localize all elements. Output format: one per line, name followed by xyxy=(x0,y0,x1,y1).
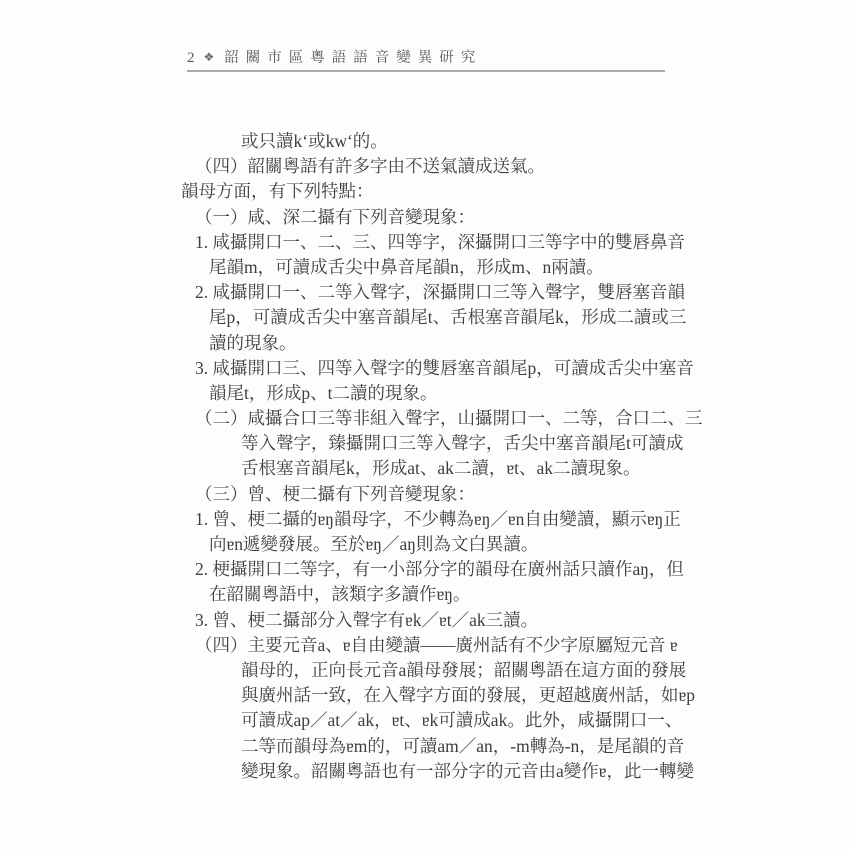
text-line: 與廣州話一致，在入聲字方面的發展，更超越廣州話，如ɐp xyxy=(241,685,696,706)
text-line: 尾韻m，可讀成舌尖中鼻音尾韻n，形成m、n兩讀。 xyxy=(209,256,604,277)
text-line: 2. 咸攝開口一、二等入聲字，深攝開口三等入聲字，雙唇塞音韻 xyxy=(195,282,685,303)
text-line: 韻母的，正向長元音a韻母發展；韶關粵語在這方面的發展 xyxy=(241,659,687,680)
text-line: 1. 咸攝開口一、二、三、四等字，深攝開口三等字中的雙唇鼻音 xyxy=(195,231,685,252)
running-header xyxy=(187,46,482,67)
text-line: 尾p，可讀成舌尖中塞音韻尾t、舌根塞音韻尾k，形成二讀或三 xyxy=(209,307,687,328)
text-line: 2. 梗攝開口二等字，有一小部分字的韻母在廣州話只讀作aŋ，但 xyxy=(195,559,684,580)
text-line: 韻尾t，形成p、t二讀的現象。 xyxy=(209,382,438,403)
text-line: （一）咸、深二攝有下列音變現象： xyxy=(195,206,475,227)
text-line: 1. 曾、梗二攝的ɐŋ韻母字，不少轉為ɐŋ／ɐn自由變讀，顯示ɐŋ正 xyxy=(195,508,681,529)
text-line: （四）主要元音a、ɐ自由變讀——廣州話有不少字原屬短元音 ɐ xyxy=(195,634,678,655)
text-line: 或只讀kʻ或kwʻ的。 xyxy=(241,131,388,151)
text-line: （三）曾、梗二攝有下列音變現象： xyxy=(195,483,475,504)
text-line: 3. 咸攝開口三、四等入聲字的雙唇塞音韻尾p，可讀成舌尖中塞音 xyxy=(195,357,694,378)
text-line: 變現象。韶關粵語也有一部分字的元音由a變作ɐ，此一轉變 xyxy=(241,760,695,781)
text-line: 讀的現象。 xyxy=(209,332,297,353)
book-title: 韶關市區粵語語音變異研究 xyxy=(224,50,483,66)
text-line: （二）咸攝合口三等非組入聲字，山攝開口一、二等，合口二、三 xyxy=(195,408,703,429)
text-line: 二等而韻母為ɐm的，可讀am／an，-m轉為-n，是尾韻的音 xyxy=(241,735,685,756)
body-text xyxy=(181,129,703,784)
text-line: （四）韶關粵語有許多字由不送氣讀成送氣。 xyxy=(195,156,545,177)
header-rule xyxy=(187,70,665,72)
page-number: 2 xyxy=(187,50,195,66)
diamond-ornament-icon: ❖ xyxy=(203,50,215,64)
text-line: 等入聲字，臻攝開口三等入聲字，舌尖中塞音韻尾t可讀成 xyxy=(241,433,684,454)
text-line: 可讀成ap／at／ak，ɐt、ɐk可讀成ak。此外，咸攝開口一、 xyxy=(241,710,683,731)
text-line: 在韶關粵語中，該類字多讀作ɐŋ。 xyxy=(209,584,471,605)
text-line: 舌根塞音韻尾k，形成at、ak二讀，ɐt、ak二讀現象。 xyxy=(241,458,641,479)
text-line: 3. 曾、梗二攝部分入聲字有ɐk／ɐt／ak三讀。 xyxy=(195,609,539,630)
text-line: 向ɐn遞變發展。至於ɐŋ／aŋ則為文白異讀。 xyxy=(209,534,539,554)
text-line: 韻母方面，有下列特點： xyxy=(181,181,374,202)
